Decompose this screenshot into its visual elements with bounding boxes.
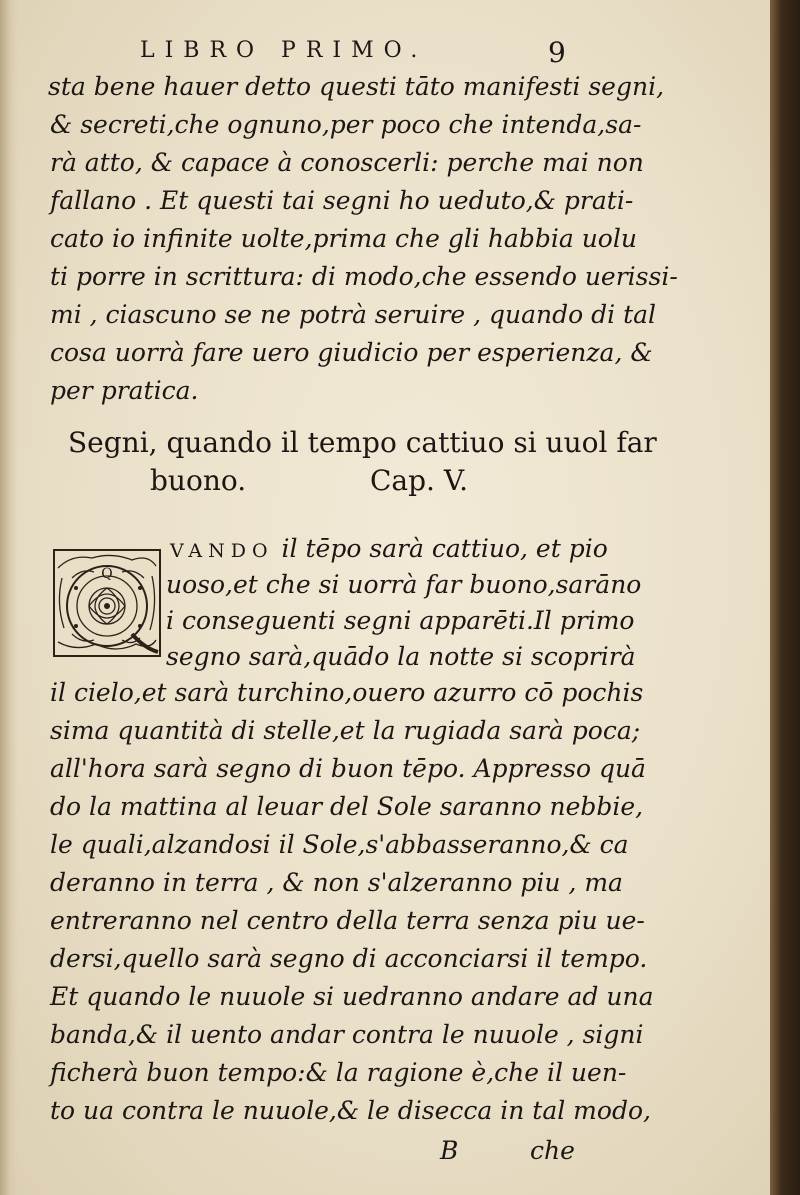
first-line-rest: il tēpo sarà cattiuo, et pio xyxy=(281,534,608,563)
text-line: i conseguenti segni apparēti.Il primo xyxy=(166,606,635,635)
text-line: cato io infinite uolte,prima che gli habbia uolu xyxy=(50,224,637,253)
text-line: sima quantità di stelle,et la rugiada sarà poca; xyxy=(50,716,641,745)
page-number: 9 xyxy=(548,36,566,69)
text-line: entreranno nel centro della terra senza piu ue- xyxy=(50,906,645,935)
book-edge xyxy=(770,0,800,1195)
text-line: to ua contra le nuuole,& le disecca in tal modo, xyxy=(50,1096,651,1125)
text-line: do la mattina al leuar del Sole saranno nebbie, xyxy=(50,792,644,821)
catchword: che xyxy=(530,1136,575,1165)
signature-mark: B xyxy=(440,1136,459,1165)
text-line: cosa uorrà fare uero giudicio per esperienza, & xyxy=(50,338,653,367)
chapter-heading-word: buono. xyxy=(150,464,247,497)
initial-letter: Q xyxy=(101,566,113,582)
text-line: mi , ciascuno se ne potrà seruire , quando di tal xyxy=(50,300,657,329)
text-line: deranno in terra , & non s'alzeranno piu , ma xyxy=(50,868,623,897)
text-line: ficherà buon tempo:& la ragione è,che il uen- xyxy=(50,1058,627,1087)
text-line: le quali,alzandosi il Sole,s'abbasseranno,& ca xyxy=(50,830,629,859)
page-gutter xyxy=(0,0,18,1195)
text-line: dersi,quello sarà segno di acconciarsi il tempo. xyxy=(50,944,648,973)
text-line: banda,& il uento andar contra le nuuole , signi xyxy=(50,1020,644,1049)
text-line: sta bene hauer detto questi tāto manifesti segni, xyxy=(48,72,665,101)
first-line xyxy=(170,534,608,566)
chapter-number: Cap. V. xyxy=(370,464,469,497)
chapter-heading-line1: Segni, quando il tempo cattiuo si uuol far xyxy=(68,426,657,459)
text-line: rà atto, & capace à conoscerli: perche mai non xyxy=(50,148,644,177)
first-line-caps: VANDO xyxy=(170,540,274,562)
text-line: uoso,et che si uorrà far buono,sarāno xyxy=(166,570,642,599)
text-line: all'hora sarà segno di buon tēpo. Appresso quā xyxy=(50,754,646,783)
text-line: segno sarà,quādo la notte si scoprirà xyxy=(166,642,636,671)
decorated-initial xyxy=(52,548,162,658)
text-line: & secreti,che ognuno,per poco che intenda,sa- xyxy=(50,110,642,139)
text-line: ti porre in scrittura: di modo,che essendo uerissi- xyxy=(50,262,678,291)
text-line: fallano . Et questi tai segni ho ueduto,& prati- xyxy=(50,186,634,215)
running-head: LIBRO PRIMO. xyxy=(140,38,428,63)
text-line: per pratica. xyxy=(50,376,199,405)
text-line: Et quando le nuuole si uedranno andare ad una xyxy=(50,982,654,1011)
text-line: il cielo,et sarà turchino,ouero azurro cō pochis xyxy=(50,678,644,707)
